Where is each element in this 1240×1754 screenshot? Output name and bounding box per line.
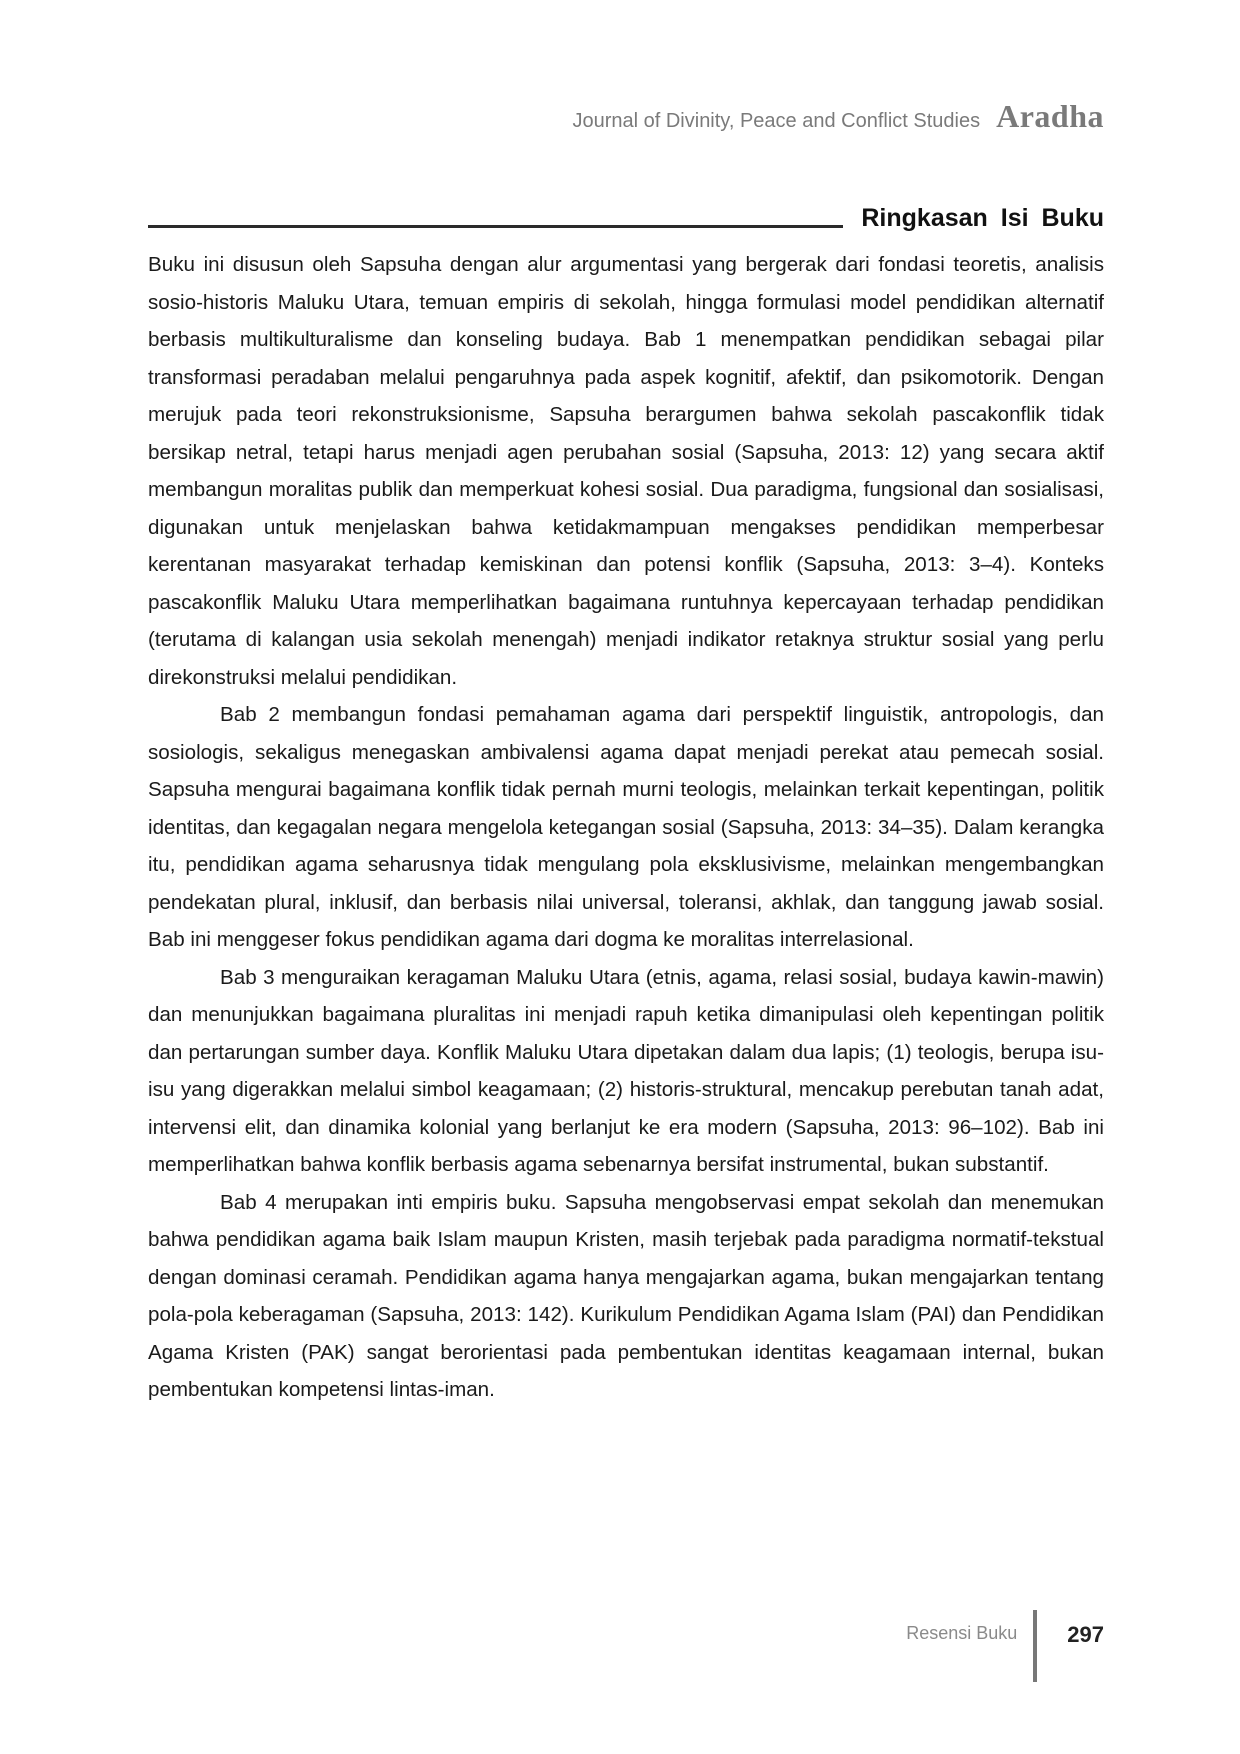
footer-label: Resensi Buku — [906, 1623, 1018, 1643]
journal-logo: Aradha — [996, 98, 1104, 134]
section-title: Ringkasan Isi Buku — [861, 204, 1104, 232]
paragraph-1: Buku ini disusun oleh Sapsuha dengan alur argumentasi yang bergerak dari fondasi teoretis, analisis sosio-historis Maluku Utara, temuan empiris di sekolah, hingga formulasi model pendidikan alternatif berbasis multikulturalisme dan konseling budaya. Bab 1 menempatkan pendidikan sebagai pilar transformasi peradaban melalui pengaruhnya pada aspek kognitif, afektif, dan psikomotorik. Dengan merujuk pada teori rekonstruksionisme, Sapsuha berargumen bahwa sekolah pascakonflik tidak bersikap netral, tetapi harus menjadi agen perubahan sosial (Sapsuha, 2013: 12) yang secara aktif membangun moralitas publik dan memperkuat kohesi sosial. Dua paradigma, fungsional dan sosialisasi, digunakan untuk menjelaskan bahwa ketidakmampuan mengakses pendidikan memperbesar kerentanan masyarakat terhadap kemiskinan dan potensi konflik (Sapsuha, 2013: 3–4). Konteks pascakonflik Maluku Utara memperlihatkan bagaimana runtuhnya kepercayaan terhadap pendidikan (terutama di kalangan usia sekolah menengah) menjadi indikator retaknya struktur sosial yang perlu direkonstruksi melalui pendidikan. — [148, 253, 1104, 689]
section-heading-bar — [148, 204, 1104, 233]
footer-divider — [1033, 1610, 1037, 1682]
page-number: 297 — [1067, 1622, 1104, 1647]
running-header — [572, 98, 1104, 135]
paragraph-2: Bab 2 membangun fondasi pemahaman agama dari perspektif linguistik, antropologis, dan sosiologis, sekaligus menegaskan ambivalensi agama dapat menjadi perekat atau pemecah sosial. Sapsuha mengurai bagaimana konflik tidak pernah murni teologis, melainkan terkait kepentingan, politik identitas, dan kegagalan negara mengelola ketegangan sosial (Sapsuha, 2013: 34–35). Dalam kerangka itu, pendidikan agama seharusnya tidak mengulang pola eksklusivisme, melainkan mengembangkan pendekatan plural, inklusif, dan berbasis nilai universal, toleransi, akhlak, dan tanggung jawab sosial. Bab ini menggeser fokus pendidikan agama dari dogma ke moralitas interrelasional. — [148, 703, 1104, 951]
page-footer — [906, 1610, 1104, 1682]
body-text — [148, 246, 1104, 1409]
paragraph-3: Bab 3 menguraikan keragaman Maluku Utara (etnis, agama, relasi sosial, budaya kawin-mawin) dan menunjukkan bagaimana pluralitas ini menjadi rapuh ketika dimanipulasi oleh kepentingan politik dan pertarungan sumber daya. Konflik Maluku Utara dipetakan dalam dua lapis; (1) teologis, berupa isu-isu yang digerakkan melalui simbol keagamaan; (2) historis-struktural, mencakup perebutan tanah adat, intervensi elit, dan dinamika kolonial yang berlanjut ke era modern (Sapsuha, 2013: 96–102). Bab ini memperlihatkan bahwa konflik berbasis agama sebenarnya bersifat instrumental, bukan substantif. — [148, 965, 1104, 1176]
journal-name: Journal of Divinity, Peace and Conflict Studies — [572, 110, 981, 132]
paragraph-4: Bab 4 merupakan inti empiris buku. Sapsuha mengobservasi empat sekolah dan menemukan bahwa pendidikan agama baik Islam maupun Kristen, masih terjebak pada paradigma normatif-tekstual dengan dominasi ceramah. Pendidikan agama hanya mengajarkan agama, bukan mengajarkan tentang pola-pola keberagaman (Sapsuha, 2013: 142). Kurikulum Pendidikan Agama Islam (PAI) dan Pendidikan Agama Kristen (PAK) sangat berorientasi pada pembentukan identitas keagamaan internal, bukan pembentukan kompetensi lintas-iman. — [148, 1190, 1104, 1401]
section-rule — [148, 225, 843, 228]
